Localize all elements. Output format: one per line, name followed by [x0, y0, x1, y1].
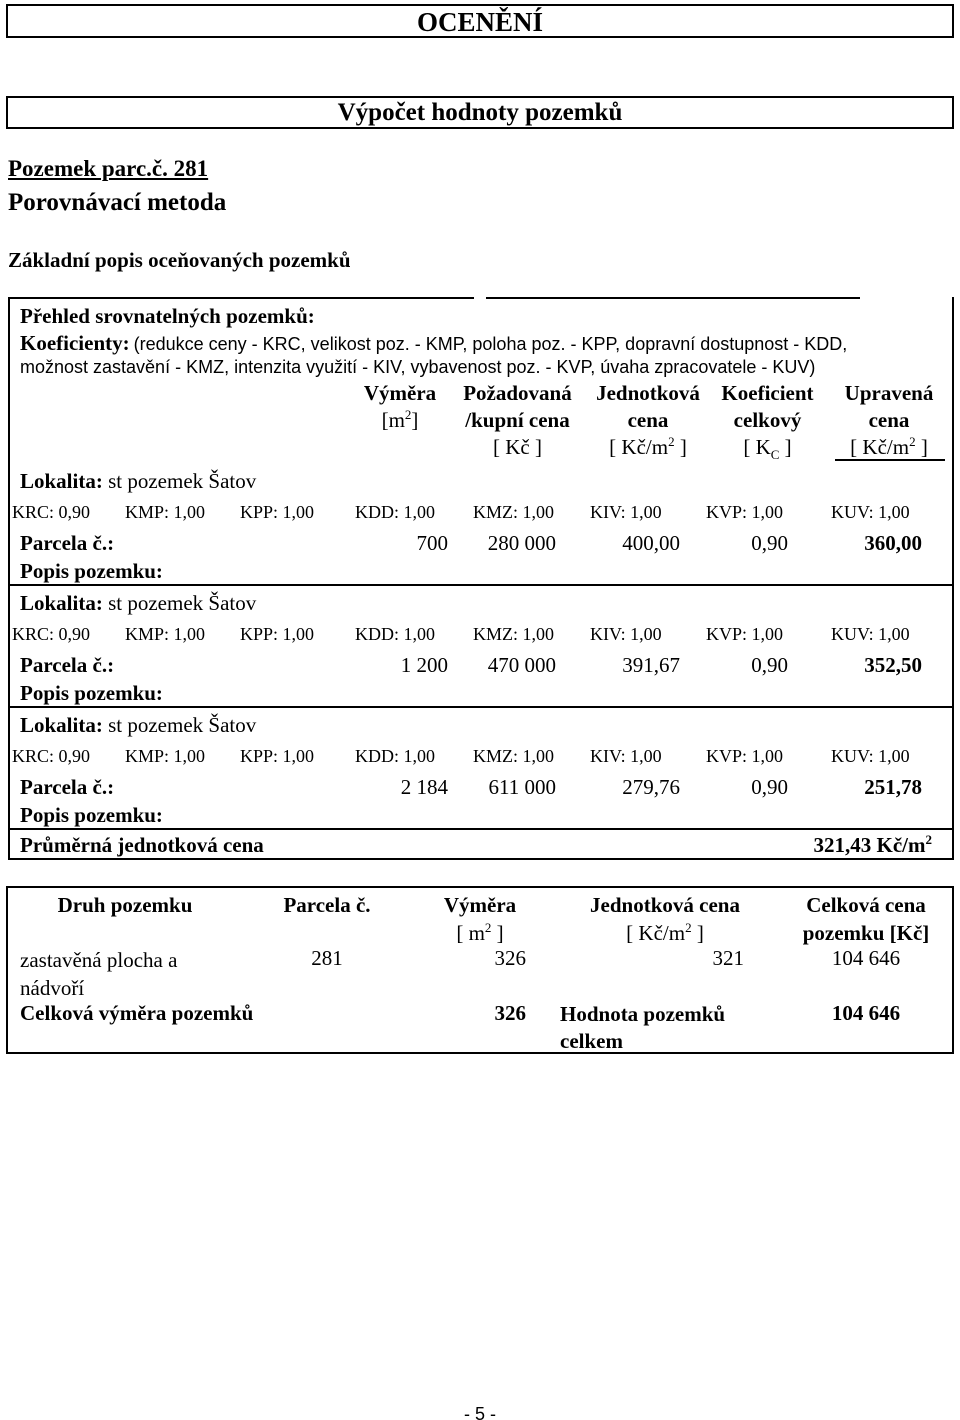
header-unit-price-unit: [ $Kč/m^2$ ] — [609, 434, 687, 459]
lokalita-row: Lokalita: st pozemek Šatov — [20, 591, 257, 615]
header-jednotkova: Jednotková — [596, 381, 700, 405]
page-number: - 5 - — [463, 1404, 496, 1420]
summary-celkova: 104 646 — [831, 946, 901, 970]
summary-jednotkova: 321 — [712, 946, 744, 970]
total-area-label: Celková výměra pozemků — [20, 1001, 254, 1025]
adjusted-value: 352,50 — [864, 653, 922, 677]
coefficients-line-2: možnost zastavění - KMZ, intenzita využití - KIV, vybavenost poz. - KVP, úvaha zpracovatele - KUV) — [20, 357, 816, 377]
header-upravena-cena: cena — [868, 408, 910, 432]
unit-price-value: 279,76 — [622, 775, 680, 799]
popis-label: Popis pozemku: — [20, 803, 163, 827]
header-upravena: Upravená — [844, 381, 934, 405]
coefficients-text: (redukce ceny - KRC, velikost poz. - KMP, poloha poz. - KPP, dopravní dostupnost - KDD, — [133, 334, 848, 354]
lokalita-row: Lokalita: st pozemek Šatov — [20, 469, 257, 493]
parcela-label: Parcela č.: — [20, 775, 115, 799]
parcela-label: Parcela č.: — [20, 653, 115, 677]
column-header-area — [340, 380, 460, 434]
unit-price-value: 400,00 — [622, 531, 680, 555]
header-vymera-unit: $[m^2]$ — [381, 407, 419, 432]
column-header-coefficient — [710, 380, 825, 461]
unit-price-value: 391,67 — [622, 653, 680, 677]
popis-label: Popis pozemku: — [20, 681, 163, 705]
average-label: Průměrná jednotková cena — [20, 833, 264, 857]
overview-title: Přehled srovnatelných pozemků: — [20, 304, 315, 328]
price-value: 470 000 — [487, 653, 556, 677]
header-kupni-cena: /kupní cena — [465, 408, 570, 432]
header-cena: cena — [627, 408, 669, 432]
subtitle-box — [6, 96, 954, 129]
average-value: 321,43 $Kč/m^2$ — [813, 832, 932, 857]
parcela-label: Parcela č.: — [20, 531, 115, 555]
vymera-value: 700 — [416, 531, 448, 555]
summary-parcela: 281 — [311, 946, 343, 970]
summary-header-celkova: Celková cena pozemku [Kč] — [802, 893, 930, 945]
header-vymera: Výměra — [363, 381, 437, 405]
divider — [8, 706, 954, 708]
coefficients-line-1 — [20, 331, 847, 356]
header-koeficient: Koeficient — [721, 381, 814, 405]
summary-header-druh: Druh pozemku — [57, 893, 193, 917]
adjusted-value: 251,78 — [864, 775, 922, 799]
header-coefficient-unit: [ $K_C$ ] — [743, 435, 792, 463]
header-price-unit: [ Kč ] — [493, 435, 542, 459]
header-pozadovana: Požadovaná — [463, 381, 572, 405]
summary-header-jednotkova: Jednotková cena [ $Kč/m^2$ ] — [590, 893, 740, 945]
title-box — [6, 4, 954, 38]
summary-druh: zastavěná plocha a nádvoří — [20, 948, 178, 1000]
divider — [8, 828, 954, 830]
summary-header-vymera: Výměra [ $m^2$ ] — [443, 893, 517, 945]
basic-description-heading: Základní popis oceňovaných pozemků — [8, 248, 351, 272]
total-value: 104 646 — [831, 1001, 901, 1025]
header-adjusted-unit: [ $Kč/m^2$ ] — [850, 434, 928, 459]
popis-label: Popis pozemku: — [20, 559, 163, 583]
summary-header-parcela: Parcela č. — [283, 893, 371, 917]
divider — [8, 584, 954, 586]
underline — [835, 459, 945, 461]
parcel-heading: Pozemek parc.č. 281 — [8, 156, 209, 181]
column-header-unit-price — [583, 380, 713, 461]
vymera-value: 1 200 — [400, 653, 448, 677]
section-title: Výpočet hodnoty pozemků — [337, 99, 623, 126]
lokalita-row: Lokalita: st pozemek Šatov — [20, 713, 257, 737]
coefficient-value: 0,90 — [751, 775, 788, 799]
total-value-label: Hodnota pozemků celkem — [560, 1002, 726, 1053]
header-celkovy: celkový — [733, 408, 802, 432]
vymera-value: 2 184 — [400, 775, 448, 799]
coefficient-value: 0,90 — [751, 531, 788, 555]
coefficients-label: Koeficienty: — [20, 331, 130, 355]
summary-vymera: 326 — [494, 946, 526, 970]
method-heading: Porovnávací metoda — [8, 189, 227, 216]
price-value: 611 000 — [488, 775, 556, 799]
coefficient-value: 0,90 — [751, 653, 788, 677]
page-title: OCENĚNÍ — [416, 7, 544, 37]
price-value: 280 000 — [487, 531, 556, 555]
adjusted-value: 360,00 — [864, 531, 922, 555]
total-area-value: 326 — [494, 1001, 526, 1025]
column-header-price — [450, 380, 585, 461]
column-header-adjusted — [830, 380, 948, 461]
